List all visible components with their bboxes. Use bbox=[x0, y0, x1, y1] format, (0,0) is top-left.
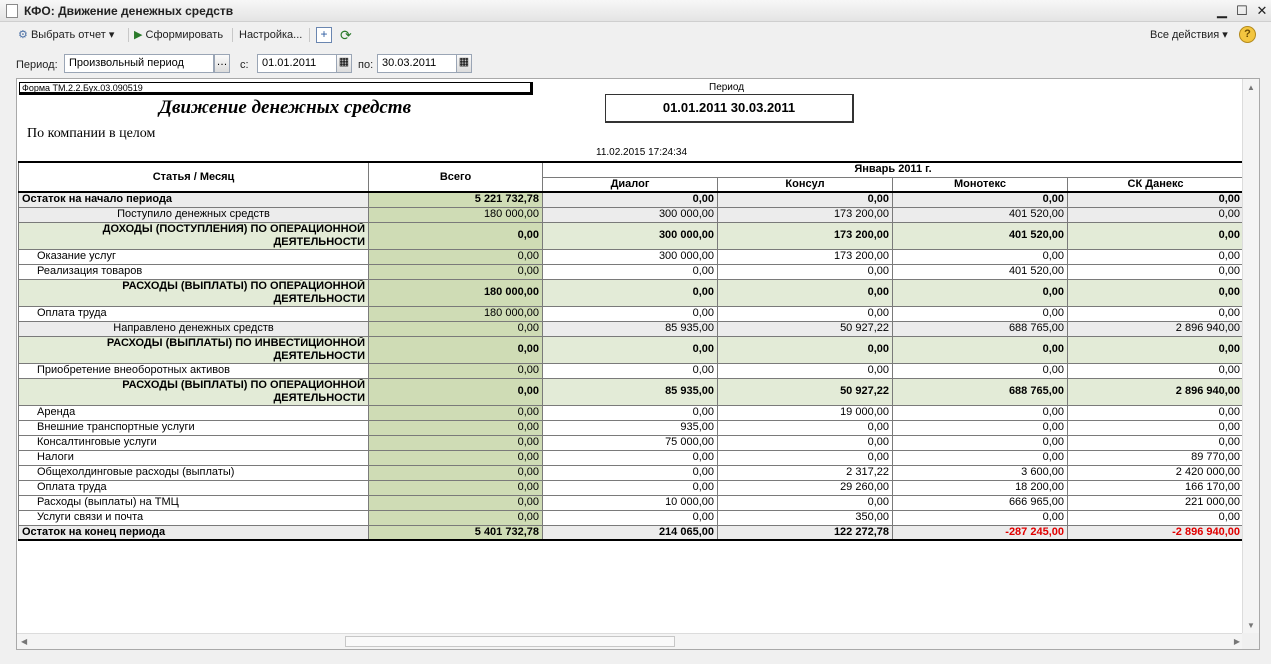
cell: 0,00 bbox=[1068, 207, 1244, 222]
window-titlebar bbox=[0, 0, 1271, 22]
table-row bbox=[19, 378, 1244, 405]
cell-total: 0,00 bbox=[369, 465, 543, 480]
cell: 0,00 bbox=[1068, 435, 1244, 450]
cell: 19 000,00 bbox=[718, 405, 893, 420]
maximize-icon[interactable]: ☐ bbox=[1236, 3, 1248, 18]
timestamp: 11.02.2015 17:24:34 bbox=[596, 147, 688, 158]
cell: 2 317,22 bbox=[718, 465, 893, 480]
cell: 2 896 940,00 bbox=[1068, 378, 1244, 405]
cell: 688 765,00 bbox=[893, 321, 1068, 336]
cell: 50 927,22 bbox=[718, 378, 893, 405]
cell: 173 200,00 bbox=[718, 222, 893, 249]
cell: 0,00 bbox=[1068, 336, 1244, 363]
cell: 0,00 bbox=[543, 363, 718, 378]
cell-total: 0,00 bbox=[369, 495, 543, 510]
cell-total: 0,00 bbox=[369, 405, 543, 420]
row-label[interactable]: Остаток на начало периода bbox=[19, 192, 369, 207]
scroll-right-icon[interactable]: ▶ bbox=[1233, 637, 1240, 646]
cell-total: 0,00 bbox=[369, 435, 543, 450]
period-type-field[interactable]: Произвольный период bbox=[64, 54, 214, 73]
row-label[interactable]: Оказание услуг bbox=[19, 249, 369, 264]
report-table bbox=[18, 161, 1244, 541]
cell: 2 896 940,00 bbox=[1068, 321, 1244, 336]
report-icon: ⚙ bbox=[18, 29, 28, 41]
cell: 2 420 000,00 bbox=[1068, 465, 1244, 480]
cell: 0,00 bbox=[718, 192, 893, 207]
cell: 0,00 bbox=[893, 420, 1068, 435]
company-label: По компании в целом bbox=[27, 126, 156, 141]
period-type-select-button[interactable]: … bbox=[214, 54, 230, 73]
cell: 0,00 bbox=[718, 420, 893, 435]
all-actions-button[interactable]: Все действия ▾ bbox=[1150, 29, 1228, 41]
row-label[interactable]: Оплата труда bbox=[19, 306, 369, 321]
cell: 0,00 bbox=[718, 363, 893, 378]
cell-negative: -287 245,00 bbox=[893, 525, 1068, 540]
cell-total: 180 000,00 bbox=[369, 207, 543, 222]
dropdown-arrow-icon: ▾ bbox=[1222, 29, 1228, 41]
from-label: с: bbox=[240, 59, 249, 71]
cell: 0,00 bbox=[893, 306, 1068, 321]
cell: 0,00 bbox=[893, 279, 1068, 306]
cell-total: 0,00 bbox=[369, 321, 543, 336]
cell-total: 0,00 bbox=[369, 420, 543, 435]
cell: 0,00 bbox=[718, 264, 893, 279]
help-icon[interactable]: ? bbox=[1239, 26, 1256, 43]
cell: 18 200,00 bbox=[893, 480, 1068, 495]
table-row bbox=[19, 336, 1244, 363]
scroll-thumb[interactable] bbox=[345, 636, 675, 647]
cell: 75 000,00 bbox=[543, 435, 718, 450]
cell: 0,00 bbox=[893, 450, 1068, 465]
row-label[interactable]: Приобретение внеоборотных активов bbox=[19, 363, 369, 378]
cell: 0,00 bbox=[543, 306, 718, 321]
row-label[interactable]: Оплата труда bbox=[19, 480, 369, 495]
cell: 935,00 bbox=[543, 420, 718, 435]
header-total: Всего bbox=[369, 162, 543, 192]
period-value: 01.01.2011 30.03.2011 bbox=[605, 94, 854, 123]
table-row bbox=[19, 321, 1244, 336]
generate-button[interactable]: ▶ Сформировать bbox=[134, 29, 224, 41]
table-row bbox=[19, 192, 1244, 207]
cell-total: 0,00 bbox=[369, 480, 543, 495]
cell: 214 065,00 bbox=[543, 525, 718, 540]
scroll-down-icon[interactable]: ▼ bbox=[1247, 621, 1255, 630]
cell: 0,00 bbox=[718, 336, 893, 363]
cell: 0,00 bbox=[718, 450, 893, 465]
cell-total: 0,00 bbox=[369, 336, 543, 363]
table-row bbox=[19, 249, 1244, 264]
cell-total: 0,00 bbox=[369, 264, 543, 279]
scroll-corner bbox=[1242, 633, 1259, 649]
cell: 0,00 bbox=[543, 405, 718, 420]
cell: 173 200,00 bbox=[718, 207, 893, 222]
cell: 85 935,00 bbox=[543, 378, 718, 405]
cell: 0,00 bbox=[543, 465, 718, 480]
window-title: КФО: Движение денежных средств bbox=[24, 4, 234, 18]
cell: 401 520,00 bbox=[893, 222, 1068, 249]
cell: 0,00 bbox=[893, 363, 1068, 378]
cell: 0,00 bbox=[1068, 306, 1244, 321]
toolbar bbox=[0, 22, 1271, 48]
cell-total: 0,00 bbox=[369, 249, 543, 264]
cell-total: 0,00 bbox=[369, 363, 543, 378]
period-label: Период: bbox=[16, 59, 58, 71]
cell: 0,00 bbox=[1068, 249, 1244, 264]
cell: 3 600,00 bbox=[893, 465, 1068, 480]
cell: 0,00 bbox=[1068, 420, 1244, 435]
cell: 0,00 bbox=[1068, 264, 1244, 279]
table-row bbox=[19, 363, 1244, 378]
cell: 0,00 bbox=[1068, 405, 1244, 420]
header-month: Январь 2011 г. bbox=[543, 162, 1244, 177]
cell: 29 260,00 bbox=[718, 480, 893, 495]
cell: 0,00 bbox=[893, 336, 1068, 363]
row-label[interactable]: РАСХОДЫ (ВЫПЛАТЫ) ПО ОПЕРАЦИОННОЙ ДЕЯТЕЛЬНОСТИ bbox=[19, 378, 369, 405]
cell: 0,00 bbox=[543, 510, 718, 525]
cell: 0,00 bbox=[1068, 363, 1244, 378]
cell-total: 180 000,00 bbox=[369, 306, 543, 321]
table-row bbox=[19, 495, 1244, 510]
row-label[interactable]: Расходы (выплаты) на ТМЦ bbox=[19, 495, 369, 510]
table-row bbox=[19, 207, 1244, 222]
cell: 0,00 bbox=[893, 249, 1068, 264]
document-icon bbox=[6, 4, 18, 18]
horizontal-scrollbar[interactable] bbox=[17, 633, 1244, 649]
row-label[interactable]: Консалтинговые услуги bbox=[19, 435, 369, 450]
cell: 0,00 bbox=[1068, 510, 1244, 525]
header-article: Статья / Месяц bbox=[19, 162, 369, 192]
report-title: Движение денежных средств bbox=[159, 97, 412, 118]
cell: 0,00 bbox=[1068, 192, 1244, 207]
cell: 0,00 bbox=[893, 510, 1068, 525]
cell: 0,00 bbox=[543, 264, 718, 279]
date-from-field[interactable]: 01.01.2011 bbox=[257, 54, 337, 73]
cell-total: 0,00 bbox=[369, 222, 543, 249]
row-label[interactable]: Общехолдинговые расходы (выплаты) bbox=[19, 465, 369, 480]
table-row bbox=[19, 450, 1244, 465]
cell: 173 200,00 bbox=[718, 249, 893, 264]
table-row bbox=[19, 420, 1244, 435]
form-code: Форма ТМ.2.2.Бух.03.090519 bbox=[19, 82, 533, 95]
cell: 221 000,00 bbox=[1068, 495, 1244, 510]
cell: 0,00 bbox=[718, 495, 893, 510]
row-label[interactable]: РАСХОДЫ (ВЫПЛАТЫ) ПО ИНВЕСТИЦИОННОЙ ДЕЯТЕЛЬНОСТИ bbox=[19, 336, 369, 363]
cell: 0,00 bbox=[543, 336, 718, 363]
scroll-left-icon[interactable]: ◀ bbox=[21, 637, 28, 646]
cell: 0,00 bbox=[1068, 279, 1244, 306]
cell: 50 927,22 bbox=[718, 321, 893, 336]
row-label[interactable]: ДОХОДЫ (ПОСТУПЛЕНИЯ) ПО ОПЕРАЦИОННОЙ ДЕЯТЕЛЬНОСТИ bbox=[19, 222, 369, 249]
cell: 300 000,00 bbox=[543, 249, 718, 264]
row-label[interactable]: Реализация товаров bbox=[19, 264, 369, 279]
cell-total: 5 221 732,78 bbox=[369, 192, 543, 207]
cell: 0,00 bbox=[543, 480, 718, 495]
cell: 89 770,00 bbox=[1068, 450, 1244, 465]
cell: 0,00 bbox=[1068, 222, 1244, 249]
expand-icon[interactable]: + bbox=[316, 27, 332, 43]
select-report-button[interactable]: ⚙ Выбрать отчет ▾ bbox=[18, 29, 115, 41]
cell: 0,00 bbox=[718, 279, 893, 306]
minimize-icon[interactable]: ▁ bbox=[1217, 3, 1227, 18]
cell-negative: -2 896 940,00 bbox=[1068, 525, 1244, 540]
calendar-to-icon[interactable]: ▦ bbox=[456, 54, 472, 73]
cell: 666 965,00 bbox=[893, 495, 1068, 510]
cell-total: 0,00 bbox=[369, 450, 543, 465]
row-label[interactable]: Остаток на конец периода bbox=[19, 525, 369, 540]
cell: 0,00 bbox=[893, 405, 1068, 420]
row-label[interactable]: Внешние транспортные услуги bbox=[19, 420, 369, 435]
play-icon: ▶ bbox=[134, 29, 143, 41]
calendar-from-icon[interactable]: ▦ bbox=[336, 54, 352, 73]
cell: 122 272,78 bbox=[718, 525, 893, 540]
table-row bbox=[19, 306, 1244, 321]
row-label[interactable]: Аренда bbox=[19, 405, 369, 420]
row-label[interactable]: Услуги связи и почта bbox=[19, 510, 369, 525]
vertical-scrollbar[interactable] bbox=[1242, 79, 1259, 634]
settings-button[interactable]: Настройка... bbox=[239, 29, 303, 41]
cell: 688 765,00 bbox=[893, 378, 1068, 405]
refresh-icon[interactable]: ⟳ bbox=[340, 27, 352, 43]
cell: 401 520,00 bbox=[893, 264, 1068, 279]
row-label[interactable]: Поступило денежных средств bbox=[19, 207, 369, 222]
cell: 0,00 bbox=[543, 279, 718, 306]
header-col: Монотекс bbox=[893, 177, 1068, 192]
table-row bbox=[19, 264, 1244, 279]
cell-total: 0,00 bbox=[369, 510, 543, 525]
cell: 300 000,00 bbox=[543, 207, 718, 222]
table-row bbox=[19, 405, 1244, 420]
table-row bbox=[19, 480, 1244, 495]
cell-total: 5 401 732,78 bbox=[369, 525, 543, 540]
cell: 10 000,00 bbox=[543, 495, 718, 510]
cell: 0,00 bbox=[893, 435, 1068, 450]
dropdown-arrow-icon: ▾ bbox=[108, 29, 115, 41]
period-bar bbox=[0, 52, 1271, 76]
cell: 0,00 bbox=[718, 306, 893, 321]
report-body bbox=[19, 192, 1244, 540]
cell: 300 000,00 bbox=[543, 222, 718, 249]
period-caption: Период bbox=[709, 82, 745, 93]
table-row bbox=[19, 525, 1244, 540]
close-icon[interactable]: ✕ bbox=[1256, 3, 1268, 18]
row-label[interactable]: РАСХОДЫ (ВЫПЛАТЫ) ПО ОПЕРАЦИОННОЙ ДЕЯТЕЛЬНОСТИ bbox=[19, 279, 369, 306]
date-to-field[interactable]: 30.03.2011 bbox=[377, 54, 457, 73]
table-row bbox=[19, 279, 1244, 306]
header-col: Консул bbox=[718, 177, 893, 192]
table-row bbox=[19, 510, 1244, 525]
table-row bbox=[19, 435, 1244, 450]
header-col: СК Данекс bbox=[1068, 177, 1244, 192]
table-row bbox=[19, 465, 1244, 480]
cell: 166 170,00 bbox=[1068, 480, 1244, 495]
cell: 0,00 bbox=[893, 192, 1068, 207]
row-label[interactable]: Налоги bbox=[19, 450, 369, 465]
to-label: по: bbox=[358, 59, 374, 71]
cell: 85 935,00 bbox=[543, 321, 718, 336]
scroll-up-icon[interactable]: ▲ bbox=[1247, 83, 1255, 92]
table-row bbox=[19, 222, 1244, 249]
cell: 350,00 bbox=[718, 510, 893, 525]
report-area bbox=[16, 78, 1260, 650]
cell: 0,00 bbox=[718, 435, 893, 450]
cell: 0,00 bbox=[543, 450, 718, 465]
row-label[interactable]: Направлено денежных средств bbox=[19, 321, 369, 336]
cell-total: 180 000,00 bbox=[369, 279, 543, 306]
header-col: Диалог bbox=[543, 177, 718, 192]
cell: 0,00 bbox=[543, 192, 718, 207]
cell-total: 0,00 bbox=[369, 378, 543, 405]
cell: 401 520,00 bbox=[893, 207, 1068, 222]
